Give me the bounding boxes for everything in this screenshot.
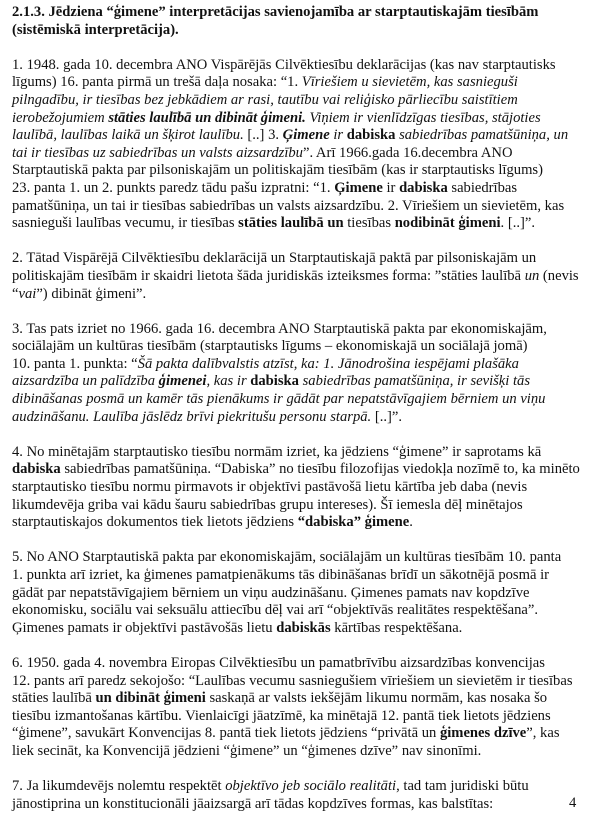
emphasis-text: ģimenei: [158, 373, 207, 390]
emphasis-text: laulībā, laulības laikā un šķirot laulību.: [12, 127, 244, 144]
emphasis-text: tai ir tiesības uz sabiedrības un valsts aizsardzību: [12, 144, 303, 161]
text-run: sociālajām un kultūras tiesībām (starptautisks līgums – ekonomiskajā un sociālajā jomā): [12, 338, 528, 355]
text-run: gādāt par nepatstāvīgajiem bērniem un viņu audzināšanu. Ģimenes pamats nav kopdzīve: [12, 584, 530, 601]
text-run: 5. No ANO Starptautiskā pakta par ekonomiskajām, sociālajām un kultūras tiesībām 10. panta: [12, 549, 562, 566]
document-body: [12, 57, 592, 814]
text-run: (nevis: [539, 267, 579, 284]
paragraph-2: [12, 250, 592, 303]
text-run: 1. punkta arī izriet, ka ģimenes pamatpienākums tās dibināšanas brīdī un sākotnējā posmā ir: [12, 567, 549, 583]
text-line: [12, 409, 592, 427]
text-run: saskaņā ar valsts iekšējām likumu normām, kas nosaka šo: [205, 690, 548, 707]
text-run: ir: [382, 179, 400, 196]
text-run: starptautiskajos dokumentos tiek lietots jēdziens: [12, 514, 298, 531]
text-run: ”) dibināt ģimeni”.: [36, 285, 147, 302]
text-run: sabiedrības: [447, 179, 518, 196]
emphasis-text: Ģimene: [282, 127, 330, 144]
emphasis-text: ģimenes dzīve: [439, 725, 527, 742]
emphasis-text: ierobežojumiem: [12, 109, 109, 126]
text-run: Starptautiskā pakta par pilsoniskajām un politiskajām tiesībām (kas ir starptautisks līgums): [12, 162, 543, 179]
text-run: liek secināt, ka Konvencijā jēdzieni “ģimene” un “ģimenes dzīve” nav sinonīmi.: [12, 742, 482, 759]
text-line: [12, 725, 592, 743]
text-line: [12, 778, 592, 796]
paragraph-7: [12, 778, 592, 813]
emphasis-text: aizsardzība un palīdzība: [12, 373, 159, 390]
emphasis-text: sabiedrības pamatšūniņa, ir sevišķi tās: [298, 373, 531, 390]
text-run: 10. panta 1. punkta: “: [12, 355, 138, 372]
text-run: pamatšūniņa, un tai ir tiesības sabiedrības un valsts aizsardzību. 2. Vīriešiem un sievietēm, kas: [12, 197, 565, 214]
emphasis-text: ir: [329, 127, 347, 144]
section-heading-line-1: 2.1.3. Jēdziena “ģimene” interpretācijas savienojamība ar starptautiskajām tiesībām: [12, 4, 539, 20]
emphasis-text: dibināšanas posmā un kamēr tās pienākums ir gādāt par nepatstāvīgajiem bērniem un viņu: [12, 391, 546, 408]
text-line: [12, 479, 592, 497]
text-line: [12, 162, 592, 180]
page-number: 4: [569, 795, 577, 811]
text-line: [12, 673, 592, 691]
text-run: 3. Tas pats izriet no 1966. gada 16. decembra ANO Starptautiskā pakta par ekonomiskajām,: [12, 320, 547, 337]
section-heading-line-2: (sistēmiskā interpretācija).: [12, 21, 179, 38]
emphasis-text: vai: [18, 285, 37, 302]
text-line: [12, 497, 592, 515]
text-line: [12, 461, 592, 479]
text-run: 23. panta 1. un 2. punkts paredz tādu pašu izpratni: “1.: [12, 179, 335, 196]
text-run: Ģimenes pamats ir objektīvi pastāvošās lietu: [12, 619, 277, 636]
text-line: [12, 127, 592, 145]
paragraph-3: [12, 321, 592, 427]
text-run: kārtības respektēšana.: [330, 619, 463, 636]
paragraph-6: [12, 655, 592, 761]
text-run: 7. Ja likumdevējs nolemtu respektēt: [12, 778, 226, 795]
text-line: [12, 92, 592, 110]
emphasis-text: Vīriešiem u sievietēm, kas sasnieguši: [301, 74, 518, 91]
text-line: [12, 198, 592, 216]
emphasis-text: un dibināt ģimeni: [95, 690, 206, 707]
text-line: [12, 602, 592, 620]
text-line: [12, 250, 592, 268]
text-line: [12, 391, 592, 409]
emphasis-text: “dabiska” ģimene: [297, 514, 410, 531]
paragraph-5: [12, 549, 592, 637]
text-run: 2. Tātad Vispārējā Cilvēktiesību deklarācijā un Starptautiskajā paktā par pilsoniskajām un: [12, 250, 537, 267]
text-run: [..]”.: [371, 408, 402, 425]
document-page: [12, 4, 592, 831]
text-run: stāties laulībā: [12, 690, 96, 707]
text-run: likumdevēja griba vai kādu šauru sabiedrības grupu intereses). Šī iemesla dēļ minētajos: [12, 496, 523, 513]
text-run: 12. pants arī paredz sekojošo: “Laulības vecumu sasniegušiem vīriešiem un sievietēm ir tiesības: [12, 672, 573, 689]
emphasis-text: dabiskās: [276, 619, 331, 636]
text-line: [12, 110, 592, 128]
emphasis-text: Viņiem ir vienlīdzīgas tiesības, stājoties: [305, 109, 541, 126]
text-line: [12, 708, 592, 726]
emphasis-text: , kas ir: [206, 373, 251, 390]
text-run: 1. 1948. gada 10. decembra ANO Vispārējās Cilvēktiesību deklarācijas (kas nav starptautisks: [12, 56, 556, 73]
emphasis-text: pilngadību, ir tiesības bez jebkādiem ar rasi, tautību vai reliģisko pārliecību saistītiem: [12, 91, 518, 108]
text-run: [..] 3.: [243, 127, 283, 144]
text-line: [12, 514, 592, 532]
emphasis-text: objektīvo jeb sociālo realitāti: [225, 778, 397, 795]
text-line: [12, 796, 592, 814]
text-line: [12, 743, 592, 761]
text-run: ”, kas: [526, 725, 560, 742]
text-run: tiesības: [343, 215, 395, 232]
text-line: [12, 145, 592, 163]
text-run: ”. Arī 1966.gada 16.decembra ANO: [302, 144, 513, 161]
paragraph-1: [12, 57, 592, 233]
text-run: starptautisko tiesību normu pirmavots ir objektīvi pastāvošā lietu kārtība jeb daba (nevis: [12, 479, 528, 496]
text-line: [12, 180, 592, 198]
text-run: . [..]”.: [500, 215, 535, 232]
text-line: [12, 373, 592, 391]
emphasis-text: dabiska: [250, 373, 299, 390]
text-line: [12, 268, 592, 286]
text-run: ekonomisku, sociālu vai seksuālu attiecību dēļ vai arī “objektīvās realitātes respektēšana”.: [12, 602, 539, 619]
paragraph-4: [12, 444, 592, 532]
text-run: , tad tam juridiski būtu: [396, 778, 529, 795]
text-run: .: [409, 514, 413, 531]
text-line: [12, 215, 592, 233]
text-run: 4. No minētajām starptautisko tiesību normām izriet, ka jēdziens “ģimene” ir saprotams kā: [12, 443, 542, 460]
text-line: [12, 338, 592, 356]
text-run: 6. 1950. gada 4. novembra Eiropas Cilvēktiesību un pamatbrīvību aizsardzības konvencijas: [12, 654, 545, 671]
text-line: [12, 690, 592, 708]
emphasis-text: Ģimene: [334, 179, 383, 196]
text-line: [12, 585, 592, 603]
emphasis-text: dabiska: [346, 127, 396, 144]
emphasis-text: stāties laulībā un: [238, 215, 344, 232]
text-run: “: [12, 285, 19, 302]
emphasis-text: stāties laulībā un dibināt ģimeni.: [108, 109, 306, 126]
text-run: “ģimene”, savukārt Konvencijas 8. pantā tiek lietots jēdziens “privātā un: [12, 725, 440, 742]
text-line: [12, 286, 592, 304]
text-line: [12, 356, 592, 374]
text-line: [12, 549, 592, 567]
section-heading: [12, 4, 592, 39]
emphasis-text: un: [524, 267, 540, 284]
emphasis-text: audzināšanu. Laulība jāslēdz brīvi piekritušu personu starpā.: [12, 408, 372, 425]
text-line: [12, 620, 592, 638]
text-line: [12, 655, 592, 673]
text-run: līgums) 16. panta pirmā un trešā daļa nosaka: “1.: [12, 74, 302, 91]
emphasis-text: sabiedrības pamatšūniņa, un: [395, 127, 569, 144]
text-line: [12, 321, 592, 339]
text-run: sasnieguši laulības vecumu, ir tiesības: [12, 215, 239, 232]
text-run: politiskajām tiesībām ir skaidri lietota šāda juridiskās izteiksmes forma: ”stāties laulībā: [12, 267, 525, 284]
text-run: sabiedrības pamatšūniņa. “Dabiska” no tiesību filozofijas viedokļa nozīmē to, ka minēto: [60, 461, 580, 478]
text-line: [12, 57, 592, 75]
text-run: tiesību izmantošanas kārtību. Vienlaicīgi jāatzīmē, ka minētajā 12. pantā tiek lietots jēdziens: [12, 707, 551, 724]
text-line: [12, 444, 592, 462]
text-line: [12, 74, 592, 92]
emphasis-text: dabiska: [12, 461, 61, 478]
emphasis-text: dabiska: [399, 179, 448, 196]
text-line: [12, 567, 592, 585]
text-run: jānostiprina un konstitucionāli jāaizsargā arī tādas kopdzīves formas, kas balstītas:: [12, 795, 494, 812]
emphasis-text: Šā pakta dalībvalstis atzīst, ka: 1. Jānodrošina iespējami plašāka: [137, 355, 519, 372]
emphasis-text: nodibināt ģimeni: [394, 215, 501, 232]
